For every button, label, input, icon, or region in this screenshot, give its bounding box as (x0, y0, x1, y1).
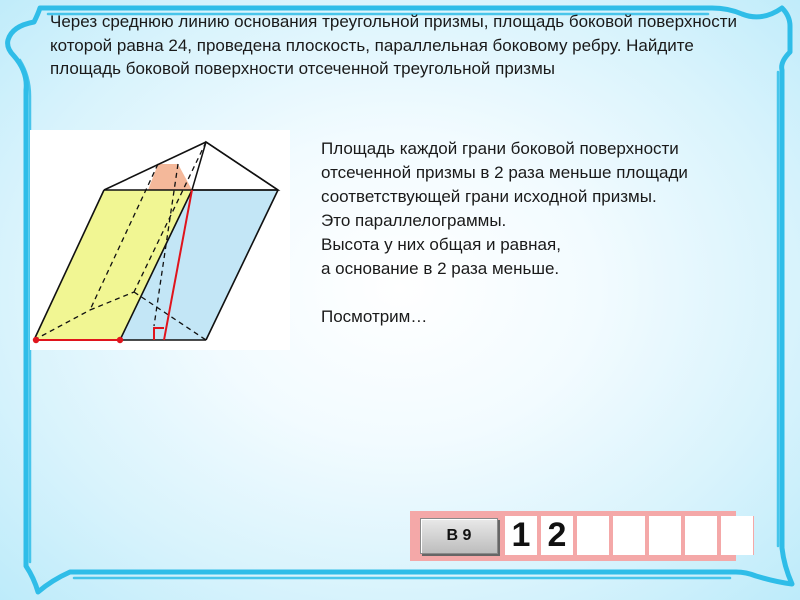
answer-box (410, 511, 736, 561)
explanation-line: Это параллелограммы. (321, 211, 507, 230)
explanation-line: а основание в 2 раза меньше. (321, 259, 560, 278)
answer-cell[interactable] (684, 516, 718, 555)
midpoint-dot-left (33, 337, 39, 343)
answer-cells (504, 516, 756, 555)
answer-cell[interactable] (612, 516, 646, 555)
task-number-label: В 9 (420, 518, 498, 554)
answer-cell[interactable] (720, 516, 754, 555)
explanation-line: отсеченной призмы в 2 раза меньше площади (321, 163, 688, 182)
prism-svg (30, 130, 290, 350)
midpoint-dot-right (117, 337, 123, 343)
explanation-line: Площадь каждой грани боковой поверхности (321, 139, 679, 158)
prism-diagram (30, 130, 290, 350)
explanation-text (321, 137, 781, 329)
answer-cell[interactable]: 2 (540, 516, 574, 555)
answer-cell[interactable] (648, 516, 682, 555)
answer-cell[interactable] (576, 516, 610, 555)
explanation-line: Высота у них общая и равная, (321, 235, 561, 254)
explanation-closing: Посмотрим… (321, 307, 428, 326)
explanation-line: соответствующей грани исходной призмы. (321, 187, 657, 206)
question-text: Через среднюю линию основания треугольной призмы, площадь боковой поверхности которой равна 24, проведена плоскость, параллельная боковому ребру. Найдите площадь боковой поверхности отсеченной треугольной призмы (50, 12, 737, 78)
answer-cell[interactable]: 1 (504, 516, 538, 555)
